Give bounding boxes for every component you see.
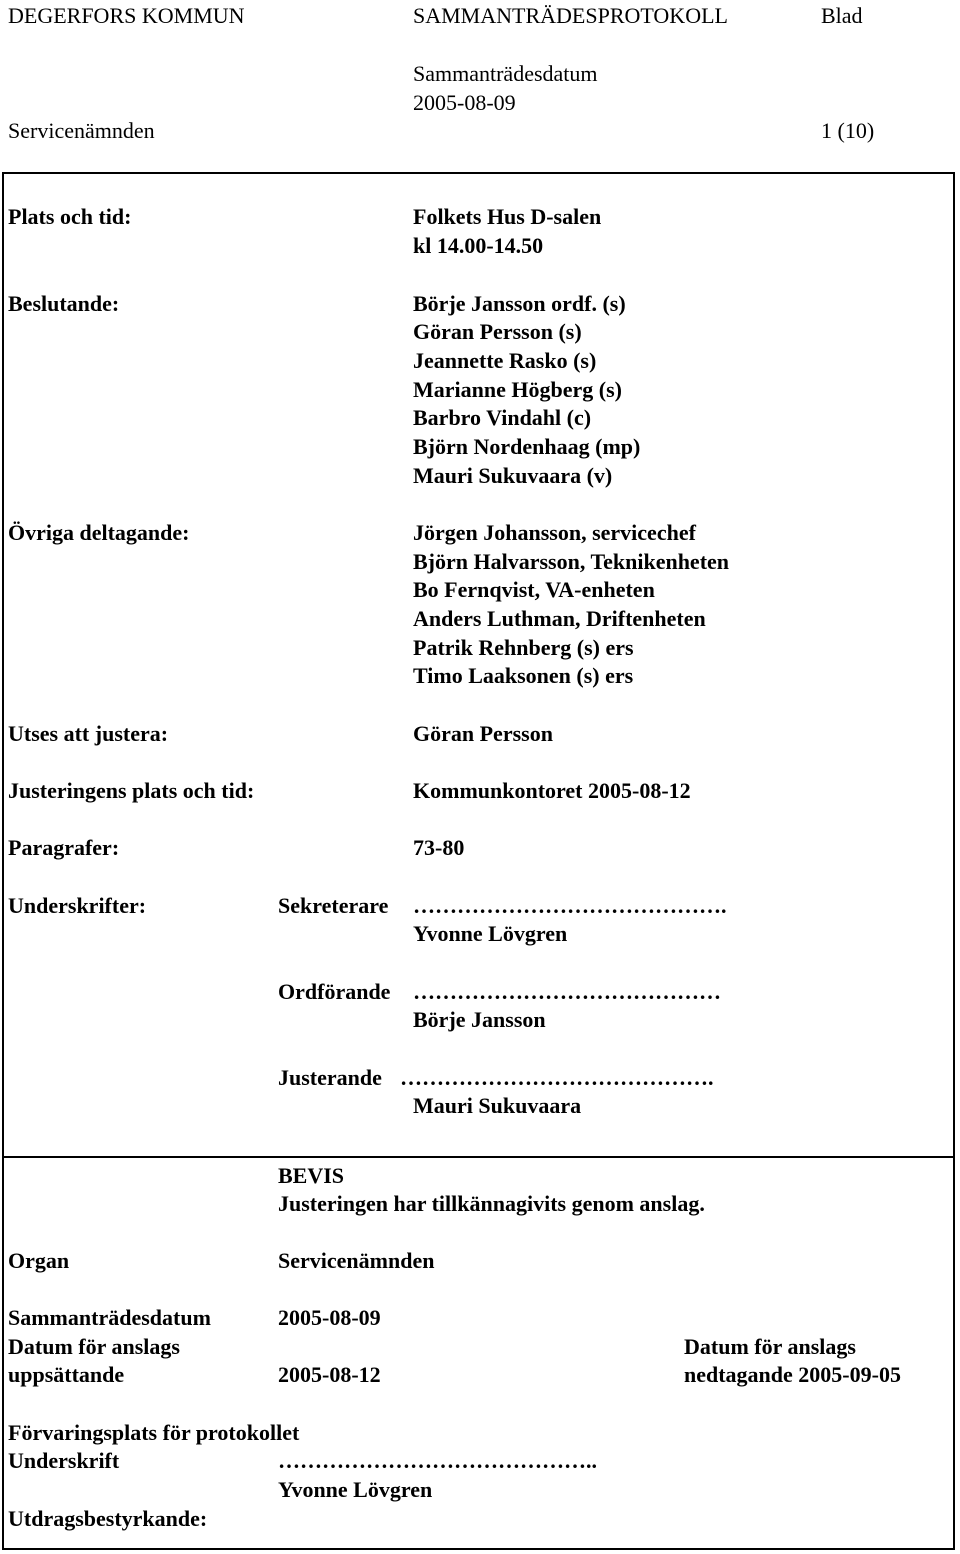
chair-role: Ordförande [278,979,391,1004]
organ-label: Organ [8,1248,70,1273]
adjuster-signature-line: ……………………………………. [400,1065,714,1090]
deciding-member: Mauri Sukuvaara (v) [413,463,613,488]
adjuster-label: Utses att justera: [8,721,169,746]
certificate-meeting-date-label: Sammanträdesdatum [8,1305,211,1330]
secretary-signature-line: ……………………………………. [413,893,727,918]
organ-value: Servicenämnden [278,1248,435,1273]
adjust-place-label: Justeringens plats och tid: [8,778,255,803]
deciding-label: Beslutande: [8,291,120,316]
other-participant: Anders Luthman, Driftenheten [413,606,706,631]
adjuster-signer-name: Mauri Sukuvaara [413,1093,582,1118]
other-participant: Björn Halvarsson, Teknikenheten [413,549,730,574]
signatures-label: Underskrifter: [8,893,147,918]
certificate-signer-name: Yvonne Lövgren [278,1477,433,1502]
adjust-place-value: Kommunkontoret 2005-08-12 [413,778,691,803]
posting-label: Datum för anslags [8,1334,180,1359]
meeting-date: 2005-08-09 [413,90,516,115]
section-divider [2,1156,955,1158]
other-participant: Patrik Rehnberg (s) ers [413,635,634,660]
chair-signature-line: …………………………………… [413,979,721,1004]
certificate-title: BEVIS [278,1163,345,1188]
secretary-role: Sekreterare [278,893,389,918]
certificate-meeting-date: 2005-08-09 [278,1305,381,1330]
removal-label-date: nedtagande 2005-09-05 [684,1362,901,1387]
paragraphs-label: Paragrafer: [8,835,120,860]
adjuster-name: Göran Persson [413,721,553,746]
deciding-member: Marianne Högberg (s) [413,377,622,402]
deciding-member: Jeannette Rasko (s) [413,348,597,373]
page-number: 1 (10) [821,118,875,143]
other-participant: Bo Fernqvist, VA-enheten [413,577,655,602]
paragraphs-value: 73-80 [413,835,465,860]
meeting-date-label: Sammanträdesdatum [413,61,598,86]
document-type: SAMMANTRÄDESPROTOKOLL [413,3,728,28]
certification-label: Utdragsbestyrkande: [8,1506,208,1531]
certificate-statement: Justeringen har tillkännagivits genom anslag. [278,1191,705,1216]
deciding-member: Björn Nordenhaag (mp) [413,434,641,459]
other-participant: Timo Laaksonen (s) ers [413,663,634,688]
storage-label: Förvaringsplats för protokollet [8,1420,300,1445]
posting-label-cont: uppsättande [8,1362,125,1387]
deciding-member: Barbro Vindahl (c) [413,405,592,430]
other-participant: Jörgen Johansson, servicechef [413,520,696,545]
place-value: Folkets Hus D-salen [413,204,602,229]
committee-name: Servicenämnden [8,118,155,143]
deciding-member: Göran Persson (s) [413,319,582,344]
chair-name: Börje Jansson [413,1007,546,1032]
removal-label: Datum för anslags [684,1334,856,1359]
signature-label: Underskrift [8,1448,120,1473]
place-label: Plats och tid: [8,204,132,229]
sheet-label: Blad [821,3,863,28]
secretary-name: Yvonne Lövgren [413,921,568,946]
certificate-signature-line: …………………………………….. [278,1448,597,1473]
others-label: Övriga deltagande: [8,520,190,545]
posting-date: 2005-08-12 [278,1362,381,1387]
municipality-name: DEGERFORS KOMMUN [8,3,245,28]
deciding-member: Börje Jansson ordf. (s) [413,291,626,316]
adjuster-role: Justerande [278,1065,382,1090]
time-value: kl 14.00-14.50 [413,233,544,258]
